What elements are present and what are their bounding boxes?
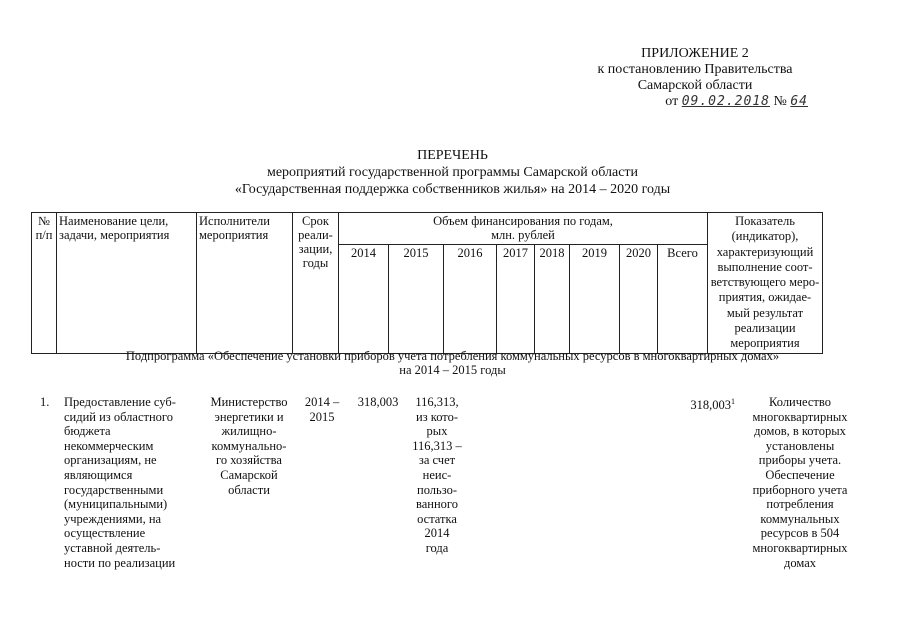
row1-total-value: 318,003 (690, 398, 731, 413)
appendix-line2: Самарской области (637, 78, 753, 93)
appendix-date-line (580, 94, 808, 110)
row1-number: 1. (40, 395, 50, 409)
header-name: Наименование цели, задачи, мероприятия (57, 213, 197, 354)
row1-executors: Министерство энергетики и жилищно- коммунально- го хозяйства Самарской области (210, 395, 288, 497)
handwritten-number: 64 (790, 94, 808, 109)
row1-2014: 318,003 (357, 395, 399, 409)
year-total: Всего (658, 244, 708, 353)
header-executors: Исполнители мероприятия (197, 213, 293, 354)
row1-indicator: Количество многоквартирных домов, в которых установлены приборы учета. Обеспечение приборного учета потребления коммунальных ресурсов в 504 многоквартирных домах (752, 395, 848, 570)
year-2018: 2018 (535, 244, 570, 353)
row1-2015: 116,313, из кото- рых 116,313 – за счет неис- пользо- ванного остатка 2014 года (412, 395, 462, 555)
date-prefix: от (665, 94, 679, 109)
document-subtitle-1: мероприятий государственной программы Самарской области (266, 165, 639, 180)
appendix-title: ПРИЛОЖЕНИЕ 2 (641, 46, 749, 61)
header-financing: Объем финансирования по годам, млн. рублей (339, 213, 708, 245)
document-subtitle-2: «Государственная поддержка собственников жилья» на 2014 – 2020 годы (234, 182, 671, 197)
subprogram-title-1: Подпрограмма «Обеспечение установки приборов учета потребления коммунальных ресурсов в многоквартирных домах» (125, 349, 780, 363)
number-sign: № (773, 94, 787, 109)
row1-total (675, 395, 735, 413)
handwritten-date: 09.02.2018 (681, 94, 770, 109)
header-term: Срок реали- зации, годы (293, 213, 339, 354)
header-table (31, 212, 823, 354)
year-2017: 2017 (497, 244, 535, 353)
appendix-line1: к постановлению Правительства (597, 62, 793, 77)
row1-total-footnote: 1 (731, 397, 735, 406)
document-title: ПЕРЕЧЕНЬ (417, 148, 488, 163)
year-2016: 2016 (444, 244, 497, 353)
row1-name: Предоставление суб- сидий из областного бюджета некоммерческим организациям, не являющимся государственными (муниципальными) учреждениями, на осуществление уставной деятель- ности по реализации (64, 395, 176, 570)
header-num: № п/п (32, 213, 57, 354)
year-2014: 2014 (339, 244, 389, 353)
appendix-block (580, 46, 810, 110)
year-2015: 2015 (389, 244, 444, 353)
year-2019: 2019 (570, 244, 620, 353)
year-2020: 2020 (620, 244, 658, 353)
subprogram-title-2: на 2014 – 2015 годы (399, 363, 506, 377)
header-indicator: Показатель (индикатор), характеризующий выполнение соот- ветствующего меро- приятия, ожидае- мый результат реализации мероприятия (708, 213, 823, 354)
row1-term: 2014 – 2015 (304, 395, 340, 424)
